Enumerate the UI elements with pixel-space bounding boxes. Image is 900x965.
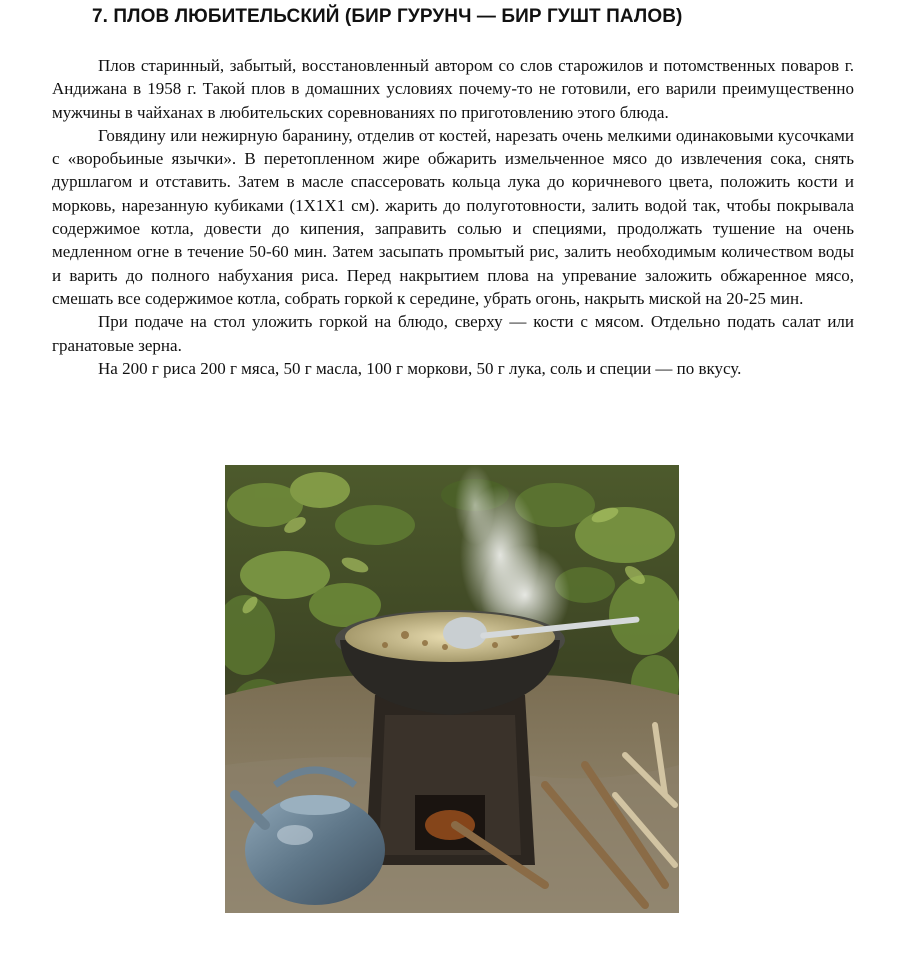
intro-paragraph: Плов старинный, забытый, восстановленный автором со слов старожилов и потомственных поваров г. Андижана в 1958 г. Такой плов в домашних условиях почему-то не готовили, его варили преимущественно мужчины в чайханах в любительских соревнованиях по приготовлению этого блюда. bbox=[52, 56, 854, 122]
plov-cauldron-photo bbox=[225, 465, 679, 913]
recipe-text bbox=[52, 54, 854, 380]
method-paragraph: Говядину или нежирную баранину, отделив от костей, нарезать очень мелкими одинаковыми кусочками с «воробьиные язычки». В перетопленном жире обжарить измельченное мясо до извлечения сока, снять дуршлагом и отставить. Затем в масле спассеровать кольца лука до коричневого цвета, положить кости и морковь, нарезанную кубиками (1Х1Х1 см). жарить до полуготовности, залить водой так, чтобы покрывала содержимое котла, довести до кипения, заправить солью и специями, продолжать тушение на очень медленном огне в течение 50-60 мин. Затем засыпать промытый рис, залить необходимым количеством воды и варить до полного набухания риса. Перед накрытием плова на упревание заложить обжаренное мясо, смешать все содержимое котла, собрать горкой к середине, убрать огонь, накрыть миской на 20-25 мин. bbox=[52, 125, 854, 308]
serving-paragraph: При подаче на стол уложить горкой на блюдо, сверху — кости с мясом. Отдельно подать салат или гранатовые зерна. bbox=[52, 312, 854, 355]
recipe-title: 7. ПЛОВ ЛЮБИТЕЛЬСКИЙ (БИР ГУРУНЧ — БИР ГУШТ ПАЛОВ) bbox=[92, 6, 683, 27]
ingredients-paragraph: На 200 г риса 200 г мяса, 50 г масла, 100 г моркови, 50 г лука, соль и специи — по вкусу. bbox=[98, 358, 742, 378]
